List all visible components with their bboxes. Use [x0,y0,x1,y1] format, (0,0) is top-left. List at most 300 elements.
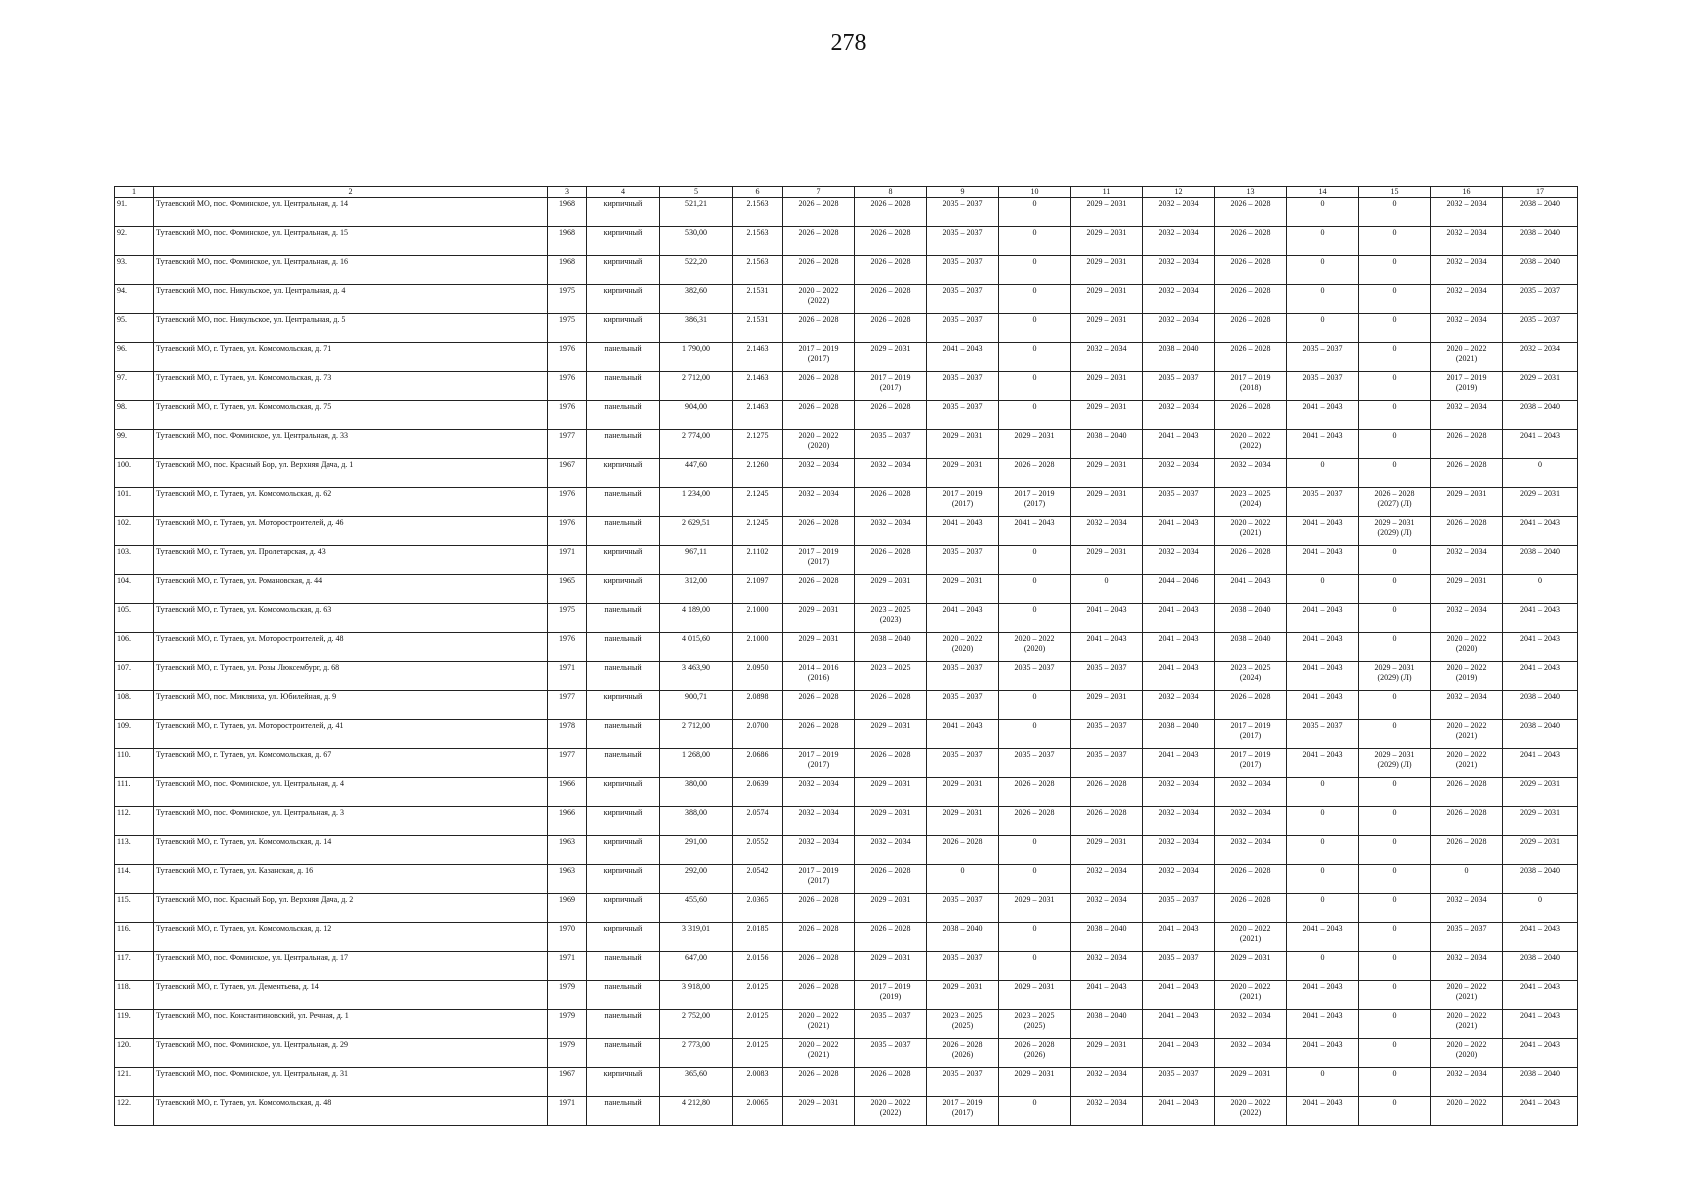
table-cell: 2041 – 2043 [1503,662,1578,691]
table-cell: 2029 – 2031 [1071,836,1143,865]
table-row [115,488,1578,517]
table-cell: 2038 – 2040 [1503,227,1578,256]
table-cell: 2017 – 2019 (2017) [999,488,1071,517]
table-cell: 2026 – 2028 [855,285,927,314]
table-cell: 2032 – 2034 [1431,198,1503,227]
table-cell: 2020 – 2022 (2019) [1431,662,1503,691]
table-cell: 2035 – 2037 [1143,488,1215,517]
table-cell: 1969 [548,894,587,923]
table-cell: 0 [927,865,999,894]
table-cell: 0 [1503,459,1578,488]
table-cell: кирпичный [587,285,660,314]
table-cell: 2029 – 2031 [927,807,999,836]
table-cell: 0 [999,836,1071,865]
table-cell: 2017 – 2019 (2017) [783,546,855,575]
table-cell: 0 [1359,401,1431,430]
table-cell: 2026 – 2028 [783,894,855,923]
table-cell: 2020 – 2022 (2020) [1431,1039,1503,1068]
table-row [115,256,1578,285]
table-cell: 2032 – 2034 [1431,314,1503,343]
table-cell: 0 [999,285,1071,314]
table-cell: 2041 – 2043 [1143,1097,1215,1126]
table-cell: 2026 – 2028 [855,749,927,778]
table-cell: 2029 – 2031 (2029) (Л) [1359,662,1431,691]
table-cell: 2026 – 2028 [1215,894,1287,923]
table-cell: 2029 – 2031 [855,807,927,836]
table-cell: 2026 – 2028 [783,401,855,430]
table-row [115,865,1578,894]
table-cell: 2026 – 2028 [783,372,855,401]
table-cell: 2038 – 2040 [1503,691,1578,720]
table-cell: 1971 [548,546,587,575]
table-cell: 2023 – 2025 [855,662,927,691]
table-cell: 2.1563 [733,198,783,227]
table-cell: 1971 [548,952,587,981]
table-cell: 2041 – 2043 [1503,633,1578,662]
table-cell: панельный [587,401,660,430]
table-cell: панельный [587,662,660,691]
table-cell: 2032 – 2034 [1143,546,1215,575]
table-cell: 2.0898 [733,691,783,720]
column-header: 5 [660,187,733,198]
table-cell: 2041 – 2043 [1287,1097,1359,1126]
table-cell: 2032 – 2034 [1215,778,1287,807]
table-cell: 2041 – 2043 [1287,749,1359,778]
table-cell: 2032 – 2034 [1431,604,1503,633]
table-cell: 112. [115,807,154,836]
table-cell: 2041 – 2043 [927,343,999,372]
table-cell: 2026 – 2028 [1215,314,1287,343]
table-cell: 2.0686 [733,749,783,778]
table-cell: 96. [115,343,154,372]
table-cell: 291,00 [660,836,733,865]
table-cell: 2026 – 2028 [1431,836,1503,865]
table-cell: 2041 – 2043 [1287,546,1359,575]
table-cell: 2041 – 2043 [1143,430,1215,459]
table-cell: 2029 – 2031 [783,1097,855,1126]
table-row [115,343,1578,372]
table-cell: панельный [587,981,660,1010]
table-cell: 2020 – 2022 (2021) [1215,923,1287,952]
table-cell: 0 [1359,633,1431,662]
table-cell: кирпичный [587,836,660,865]
table-cell: кирпичный [587,807,660,836]
table-cell: 118. [115,981,154,1010]
table-cell: кирпичный [587,575,660,604]
table-cell: 2035 – 2037 [855,430,927,459]
table-cell: 2032 – 2034 [783,459,855,488]
table-row [115,604,1578,633]
table-cell: 2032 – 2034 [1071,517,1143,546]
table-cell: Тутаевский МО, пос. Красный Бор, ул. Верхняя Дача, д. 2 [154,894,548,923]
table-cell: 2026 – 2028 [855,546,927,575]
table-cell: 2026 – 2028 [783,923,855,952]
table-cell: 2.0125 [733,981,783,1010]
table-cell: 2035 – 2037 [1503,285,1578,314]
table-row [115,894,1578,923]
table-cell: 0 [1359,1068,1431,1097]
table-cell: 2035 – 2037 [927,256,999,285]
table-cell: 2035 – 2037 [1503,314,1578,343]
table-cell: 2041 – 2043 [1287,1010,1359,1039]
table-cell: 0 [1359,1039,1431,1068]
table-cell: 2032 – 2034 [1143,459,1215,488]
table-cell: 2038 – 2040 [1503,256,1578,285]
table-cell: Тутаевский МО, пос. Фоминское, ул. Центральная, д. 16 [154,256,548,285]
table-cell: 2 773,00 [660,1039,733,1068]
table-cell: 2020 – 2022 (2020) [927,633,999,662]
table-cell: 0 [999,575,1071,604]
table-cell: 2.1097 [733,575,783,604]
table-cell: 2035 – 2037 [855,1039,927,1068]
table-cell: 2041 – 2043 [1143,517,1215,546]
table-cell: 2029 – 2031 [927,575,999,604]
table-cell: 380,00 [660,778,733,807]
table-cell: 2035 – 2037 [927,662,999,691]
table-cell: 1979 [548,1039,587,1068]
table-cell: Тутаевский МО, пос. Фоминское, ул. Центральная, д. 17 [154,952,548,981]
table-cell: Тутаевский МО, г. Тутаев, ул. Моторостроителей, д. 46 [154,517,548,546]
table-cell: 1971 [548,662,587,691]
table-cell: 2029 – 2031 (2029) (Л) [1359,517,1431,546]
table-row [115,198,1578,227]
column-header: 10 [999,187,1071,198]
table-cell: 2026 – 2028 [783,720,855,749]
table-cell: 2035 – 2037 [927,894,999,923]
table-cell: 447,60 [660,459,733,488]
table-cell: 2038 – 2040 [1215,604,1287,633]
table-cell: 2032 – 2034 [1215,836,1287,865]
table-cell: 2032 – 2034 [1503,343,1578,372]
table-cell: кирпичный [587,198,660,227]
column-header: 6 [733,187,783,198]
table-cell: 2035 – 2037 [927,285,999,314]
column-header: 2 [154,187,548,198]
table-cell: 0 [999,604,1071,633]
table-cell: 2041 – 2043 [1503,604,1578,633]
table-cell: 2032 – 2034 [1431,285,1503,314]
table-cell: 2026 – 2028 [1071,778,1143,807]
table-cell: 2017 – 2019 (2017) [783,343,855,372]
table-cell: 2041 – 2043 [1143,1039,1215,1068]
column-header: 9 [927,187,999,198]
table-cell: 2.0552 [733,836,783,865]
table-cell: 109. [115,720,154,749]
column-header: 17 [1503,187,1578,198]
table-cell: 2017 – 2019 (2018) [1215,372,1287,401]
table-cell: 2026 – 2028 [1215,691,1287,720]
table-cell: 0 [1287,894,1359,923]
table-cell: 2041 – 2043 [1503,430,1578,459]
table-cell: 1967 [548,1068,587,1097]
table-cell: 2.0065 [733,1097,783,1126]
table-cell: 2.1000 [733,633,783,662]
table-cell: 2026 – 2028 (2026) [999,1039,1071,1068]
table-cell: 2041 – 2043 [1503,981,1578,1010]
table-cell: 2035 – 2037 [1287,720,1359,749]
table-row [115,285,1578,314]
table-cell: 904,00 [660,401,733,430]
table-cell: 0 [999,1097,1071,1126]
table-cell: 2041 – 2043 [1503,517,1578,546]
table-cell: 2029 – 2031 [927,459,999,488]
table-cell: Тутаевский МО, пос. Фоминское, ул. Центральная, д. 3 [154,807,548,836]
table-cell: 117. [115,952,154,981]
table-cell: 0 [1359,575,1431,604]
table-cell: 2032 – 2034 [1143,285,1215,314]
table-cell: 102. [115,517,154,546]
table-cell: 106. [115,633,154,662]
table-row [115,923,1578,952]
table-cell: 2041 – 2043 [1503,1039,1578,1068]
table-cell: панельный [587,749,660,778]
table-cell: 2026 – 2028 [1215,227,1287,256]
table-cell: Тутаевский МО, пос. Микляиха, ул. Юбилейная, д. 9 [154,691,548,720]
table-cell: 2029 – 2031 [1071,401,1143,430]
table-cell: 2038 – 2040 [1503,198,1578,227]
table-cell: 2026 – 2028 [1431,807,1503,836]
table-cell: 2029 – 2031 [855,778,927,807]
table-cell: панельный [587,604,660,633]
table-cell: 97. [115,372,154,401]
table-cell: 2041 – 2043 [1287,401,1359,430]
table-cell: Тутаевский МО, г. Тутаев, ул. Комсомольская, д. 73 [154,372,548,401]
table-cell: 0 [1287,952,1359,981]
table-cell: 2026 – 2028 [1431,517,1503,546]
table-cell: 0 [1359,343,1431,372]
table-cell: Тутаевский МО, пос. Фоминское, ул. Центральная, д. 15 [154,227,548,256]
table-cell: 4 189,00 [660,604,733,633]
table-cell: 93. [115,256,154,285]
table-cell: 2026 – 2028 [855,691,927,720]
table-cell: 2026 – 2028 [783,314,855,343]
table-cell: 2044 – 2046 [1143,575,1215,604]
table-cell: 104. [115,575,154,604]
column-header: 14 [1287,187,1359,198]
table-cell: 2.0639 [733,778,783,807]
table-cell: 2035 – 2037 [927,1068,999,1097]
table-row [115,1068,1578,1097]
table-cell: 119. [115,1010,154,1039]
table-cell: 2029 – 2031 [927,430,999,459]
table-cell: 2026 – 2028 [783,691,855,720]
table-cell: 1967 [548,459,587,488]
table-cell: 1977 [548,749,587,778]
table-cell: 1976 [548,401,587,430]
table-cell: 2032 – 2034 [783,488,855,517]
table-cell: 2029 – 2031 [999,430,1071,459]
table-cell: 2041 – 2043 [927,720,999,749]
table-cell: 2038 – 2040 [1503,865,1578,894]
table-cell: 3 319,01 [660,923,733,952]
table-cell: 2029 – 2031 [1071,1039,1143,1068]
table-cell: 2035 – 2037 [927,372,999,401]
table-cell: 2026 – 2028 [783,575,855,604]
table-cell: 2032 – 2034 [1143,865,1215,894]
table-cell: 2032 – 2034 [855,836,927,865]
table-cell: 2035 – 2037 [1143,1068,1215,1097]
table-cell: 2026 – 2028 [1215,256,1287,285]
column-header: 8 [855,187,927,198]
table-cell: 2026 – 2028 [855,198,927,227]
table-cell: 2032 – 2034 [1071,952,1143,981]
table-cell: 2029 – 2031 [1071,488,1143,517]
table-cell: 91. [115,198,154,227]
table-cell: 0 [1359,1097,1431,1126]
table-cell: 2017 – 2019 (2019) [1431,372,1503,401]
table-cell: 2035 – 2037 [927,401,999,430]
table-cell: 2020 – 2022 (2021) [1431,981,1503,1010]
table-cell: 2029 – 2031 (2029) (Л) [1359,749,1431,778]
table-cell: 2020 – 2022 (2021) [1215,517,1287,546]
table-cell: 2029 – 2031 [1431,575,1503,604]
table-row [115,430,1578,459]
table-cell: 2032 – 2034 [783,836,855,865]
table-cell: 1963 [548,865,587,894]
table-cell: 2026 – 2028 [1215,865,1287,894]
column-header: 4 [587,187,660,198]
table-cell: 2017 – 2019 (2019) [855,981,927,1010]
table-cell: 2035 – 2037 [1071,749,1143,778]
table-cell: 2035 – 2037 [999,662,1071,691]
table-cell: 2035 – 2037 [1287,488,1359,517]
table-row [115,1039,1578,1068]
table-row [115,662,1578,691]
table-cell: 2029 – 2031 [1431,488,1503,517]
table-cell: 0 [1287,256,1359,285]
table-cell: 2038 – 2040 [1503,720,1578,749]
table-cell: 1975 [548,604,587,633]
column-header: 13 [1215,187,1287,198]
table-cell: панельный [587,343,660,372]
table-cell: 2032 – 2034 [1215,459,1287,488]
table-cell: 0 [1287,1068,1359,1097]
table-cell: 2020 – 2022 (2021) [783,1010,855,1039]
table-cell: 0 [1359,227,1431,256]
table-cell: 2029 – 2031 [1071,314,1143,343]
table-cell: 0 [1359,372,1431,401]
table-cell: 2038 – 2040 [1143,343,1215,372]
table-cell: кирпичный [587,865,660,894]
table-cell: 0 [999,198,1071,227]
page-number: 278 [830,30,867,56]
table-cell: 0 [999,923,1071,952]
table-cell: 2035 – 2037 [927,546,999,575]
table-cell: 0 [999,256,1071,285]
table-cell: 4 212,80 [660,1097,733,1126]
table-cell: 0 [1503,575,1578,604]
table-cell: 1976 [548,517,587,546]
table-cell: 2020 – 2022 (2022) [855,1097,927,1126]
table-cell: 103. [115,546,154,575]
table-cell: 2035 – 2037 [1143,952,1215,981]
column-header: 11 [1071,187,1143,198]
table-cell: 2.1463 [733,401,783,430]
table-cell: 95. [115,314,154,343]
table-cell: 2041 – 2043 [1143,981,1215,1010]
table-cell: Тутаевский МО, г. Тутаев, ул. Комсомольская, д. 12 [154,923,548,952]
table-cell: 2029 – 2031 [1215,1068,1287,1097]
table-cell: 2026 – 2028 [855,227,927,256]
table-cell: Тутаевский МО, пос. Фоминское, ул. Центральная, д. 31 [154,1068,548,1097]
table-cell: 2038 – 2040 [1215,633,1287,662]
table-cell: панельный [587,952,660,981]
table-row [115,720,1578,749]
table-cell: 2026 – 2028 [783,256,855,285]
table-cell: 2023 – 2025 (2025) [927,1010,999,1039]
table-cell: 2035 – 2037 [1287,343,1359,372]
table-cell: 2041 – 2043 [1503,1010,1578,1039]
table-cell: Тутаевский МО, г. Тутаев, ул. Комсомольская, д. 67 [154,749,548,778]
table-cell: 2 629,51 [660,517,733,546]
table-cell: 1976 [548,488,587,517]
table-cell: 0 [999,865,1071,894]
table-row [115,778,1578,807]
table-cell: 2032 – 2034 [855,517,927,546]
table-cell: панельный [587,720,660,749]
table-cell: 2029 – 2031 [1071,372,1143,401]
table-cell: 2041 – 2043 [1143,662,1215,691]
table-cell: 2035 – 2037 [927,314,999,343]
table-cell: 2026 – 2028 [783,981,855,1010]
table-cell: 1975 [548,285,587,314]
table-cell: 0 [1359,807,1431,836]
table-cell: 0 [1359,894,1431,923]
table-cell: 2035 – 2037 [927,227,999,256]
table-cell: 0 [999,720,1071,749]
table-cell: 2032 – 2034 [1431,227,1503,256]
table-cell: 2029 – 2031 [855,894,927,923]
table-row [115,546,1578,575]
table-row [115,1010,1578,1039]
table-cell: кирпичный [587,256,660,285]
table-cell: 2.1463 [733,343,783,372]
table-cell: 0 [1359,285,1431,314]
table-cell: 0 [1359,1010,1431,1039]
table-cell: 2026 – 2028 [783,227,855,256]
table-cell: 0 [1359,778,1431,807]
table-cell: 2029 – 2031 [999,894,1071,923]
table-cell: 292,00 [660,865,733,894]
table-cell: 2032 – 2034 [1431,691,1503,720]
table-cell: 2038 – 2040 [1143,720,1215,749]
table-cell: 2035 – 2037 [927,952,999,981]
table-cell: 2.0156 [733,952,783,981]
table-cell: 2038 – 2040 [1071,430,1143,459]
table-cell: Тутаевский МО, г. Тутаев, ул. Комсомольская, д. 14 [154,836,548,865]
table-row [115,633,1578,662]
table-cell: 2041 – 2043 [1143,923,1215,952]
table-cell: 2029 – 2031 [855,720,927,749]
table-cell: 1963 [548,836,587,865]
table-cell: 2041 – 2043 [1143,604,1215,633]
table-cell: 1976 [548,372,587,401]
table-cell: 900,71 [660,691,733,720]
table-cell: 110. [115,749,154,778]
table-cell: 122. [115,1097,154,1126]
table-cell: 2026 – 2028 [855,314,927,343]
table-cell: 2032 – 2034 [1215,1010,1287,1039]
table-cell: 2032 – 2034 [1143,778,1215,807]
table-cell: 2020 – 2022 (2021) [1431,749,1503,778]
table-cell: Тутаевский МО, г. Тутаев, ул. Казанская, д. 16 [154,865,548,894]
table-cell: 2035 – 2037 [927,691,999,720]
table-cell: 2029 – 2031 [927,778,999,807]
table-cell: 2029 – 2031 [1503,488,1578,517]
table-cell: 2.0542 [733,865,783,894]
table-cell: 2026 – 2028 [855,256,927,285]
table-cell: панельный [587,1010,660,1039]
